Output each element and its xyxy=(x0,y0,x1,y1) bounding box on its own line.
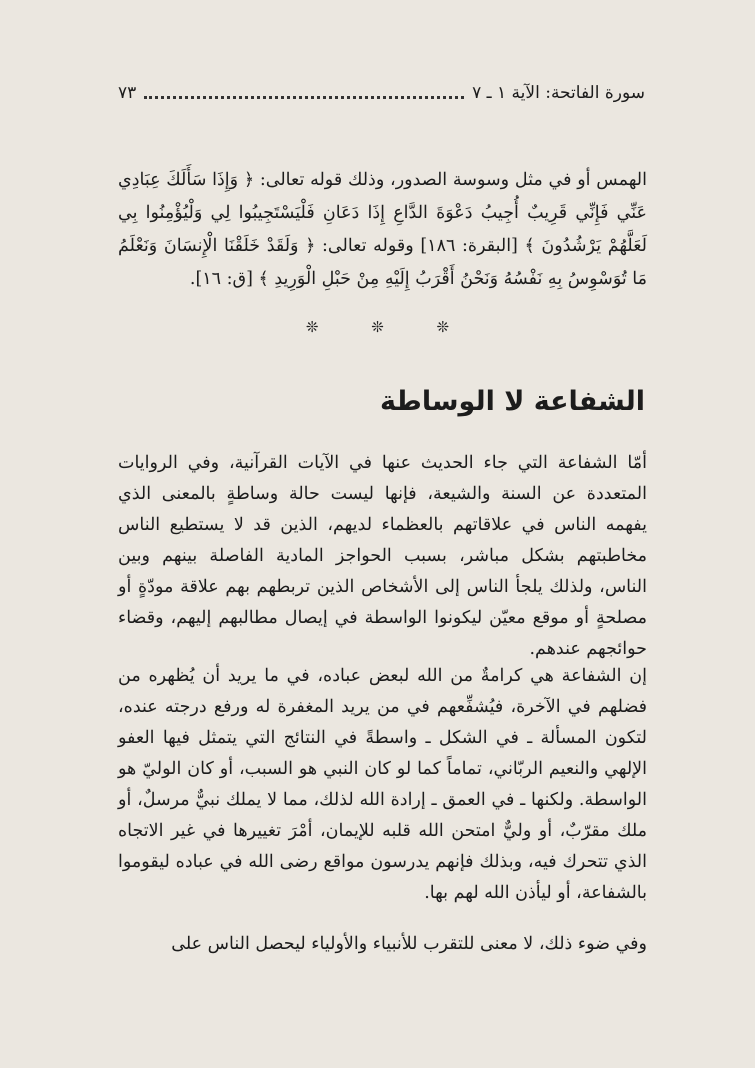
paragraph-1: أمّا الشفاعة التي جاء الحديث عنها في الآيات القرآنية، وفي الروايات المتعددة عن السنة والشيعة، فإنها ليست حالة وساطةٍ بالمعنى الذي يفهمه الناس في علاقاتهم بالعظماء لديهم، الذين قد لا يستطيع الناس مخاطبتهم بشكل مباشر، بسبب الحواجز المادية الفاصلة بينهم وبين الناس، ولذلك يلجأ الناس إلى الأشخاص الذين تربطهم بهم علاقة مودّةٍ أو مصلحةٍ أو موقع معيّن ليكونوا الواسطة في إيصال مطالبهم إليهم، وقضاء حوائجهم عندهم. xyxy=(118,453,647,659)
quran-quote-paragraph: الهمس أو في مثل وسوسة الصدور، وذلك قوله تعالى: ﴿ وَإِذَا سَأَلَكَ عِبَادِي عَنِّي فَإِنِّي قَرِيبٌ أُجِيبُ دَعْوَةَ الدَّاعِ إِذَا دَعَانِ فَلْيَسْتَجِيبُوا لِي وَلْيُؤْمِنُوا بِي لَعَلَّهُمْ يَرْشُدُونَ ﴾ [البقرة: ١٨٦] وقوله تعالى: ﴿ وَلَقَدْ خَلَقْنَا الْإِنسَانَ وَنَعْلَمُ مَا تُوَسْوِسُ بِهِ نَفْسُهُ وَنَحْنُ أَقْرَبُ إِلَيْهِ مِنْ حَبْلِ الْوَرِيدِ ﴾ [ق: ١٦]. xyxy=(118,170,647,289)
paragraph-3: وفي ضوء ذلك، لا معنى للتقرب للأنبياء والأولياء ليحصل الناس على xyxy=(171,934,647,954)
section-heading: الشفاعة لا الوساطة xyxy=(380,386,645,417)
section-separator: ❊ ❊ ❊ xyxy=(305,318,474,336)
dotted-leader xyxy=(144,96,464,99)
paragraph-2: إن الشفاعة هي كرامةٌ من الله لبعض عباده، في ما يريد أن يُظهره من فضلهم في الآخرة، فيُشفِّعهم في من يريد المغفرة له ورفع درجته عنده، لتكون المسألة ـ في الشكل ـ واسطةً في النتائج التي يتمثل فيها العفو الإلهي والنعيم الربّاني، تماماً كما لو كان النبي هو السبب، أو كان الوليّ هو الواسطة. ولكنها ـ في العمق ـ إرادة الله لذلك، مما لا يملك نبيٌّ مرسلٌ، أو ملك مقرّبٌ، أو وليٌّ امتحن الله قلبه للإيمان، أمْرَ تغييرها في غير الاتجاه الذي تتحرك فيه، وبذلك فإنهم يدرسون مواقع رضى الله في عباده ليقوموا بالشفاعة، أو ليأذن الله لهم بها. xyxy=(118,666,647,903)
page-header xyxy=(118,78,645,108)
running-title: سورة الفاتحة: الآية ١ ـ ٧ xyxy=(472,83,645,103)
page-number: ٧٣ xyxy=(118,83,137,103)
